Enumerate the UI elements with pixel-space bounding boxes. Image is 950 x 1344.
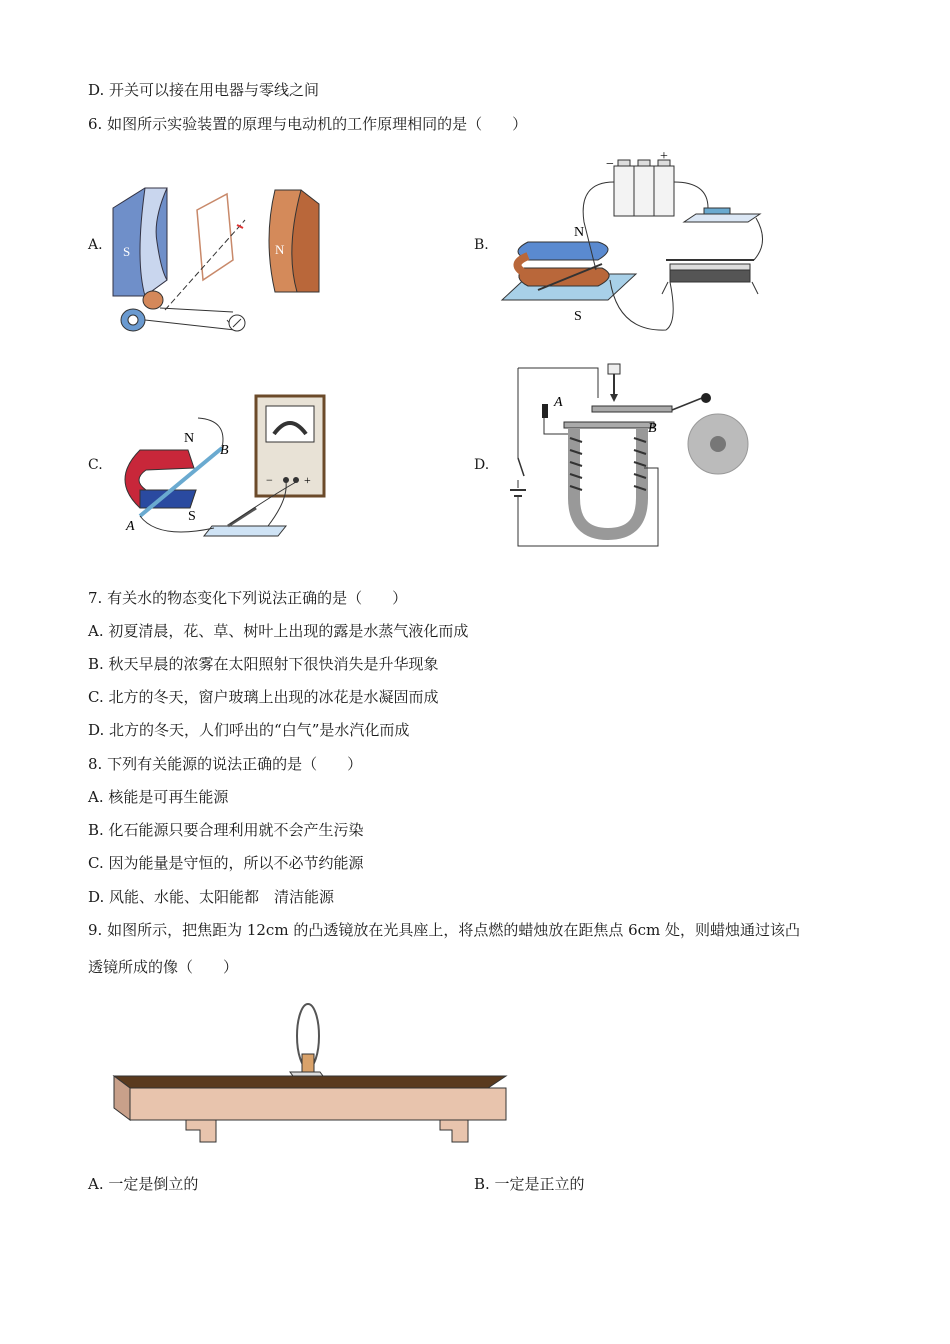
magnet-s-label: S: [123, 244, 131, 259]
q9-stem-line1: 9. 如图所示，把焦距为 12cm 的凸透镜放在光具座上，将点燃的蜡烛放在距焦点 6cm 处，则蜡烛通过该凸: [88, 921, 801, 939]
q7-option-b: B. 秋天早晨的浓雾在太阳照射下很快消失是升华现象: [88, 655, 439, 673]
q9-optical-bench-figure: [108, 1000, 512, 1150]
rod-b-label: B: [220, 443, 229, 458]
battery-plus: +: [660, 152, 668, 164]
magnet-n-label: N: [574, 225, 585, 240]
meter-plus: +: [304, 473, 311, 487]
magnet-s-label: S: [574, 309, 582, 324]
q5-option-d: D. 开关可以接在用电器与零线之间: [88, 81, 320, 99]
q8-option-d: D. 风能、水能、太阳能都 清洁能源: [88, 888, 335, 906]
q8-option-c: C. 因为能量是守恒的，所以不必节约能源: [88, 854, 364, 872]
magnet-n-label: N: [184, 431, 195, 446]
q7-option-d: D. 北方的冬天，人们呼出的“白气”是水汽化而成: [88, 721, 410, 739]
q7-stem: 7. 有关水的物态变化下列说法正确的是（ ）: [88, 589, 408, 607]
q6-label-c: C.: [88, 457, 103, 473]
q6-label-a: A.: [88, 237, 103, 253]
meter-minus: −: [266, 473, 273, 487]
q6-figure-d: [508, 358, 758, 553]
q6-figure-c: [118, 390, 333, 545]
q6-label-d: D.: [474, 457, 490, 473]
q9-stem-line2: 透镜所成的像（ ）: [88, 958, 239, 976]
q7-option-c: C. 北方的冬天，窗户玻璃上出现的冰花是水凝固而成: [88, 688, 439, 706]
q7-option-a: A. 初夏清晨，花、草、树叶上出现的露是水蒸气液化而成: [88, 622, 469, 640]
q6-figure-a: [105, 180, 335, 345]
q8-option-b: B. 化石能源只要合理利用就不会产生污染: [88, 821, 364, 839]
rod-a-label: A: [126, 519, 135, 534]
q8-stem: 8. 下列有关能源的说法正确的是（ ）: [88, 755, 363, 773]
label-b: B: [648, 421, 657, 436]
q9-option-b: B. 一定是正立的: [474, 1175, 585, 1193]
q9-option-a: A. 一定是倒立的: [88, 1175, 199, 1193]
q6-label-b: B.: [474, 237, 489, 253]
label-a: A: [554, 395, 563, 410]
q6-stem: 6. 如图所示实验装置的原理与电动机的工作原理相同的是（ ）: [88, 115, 528, 133]
battery-minus: −: [606, 157, 614, 172]
magnet-n-label: N: [275, 242, 285, 257]
q6-figure-b: [498, 152, 773, 332]
magnet-s-label: S: [188, 509, 196, 524]
q8-option-a: A. 核能是可再生能源: [88, 788, 229, 806]
